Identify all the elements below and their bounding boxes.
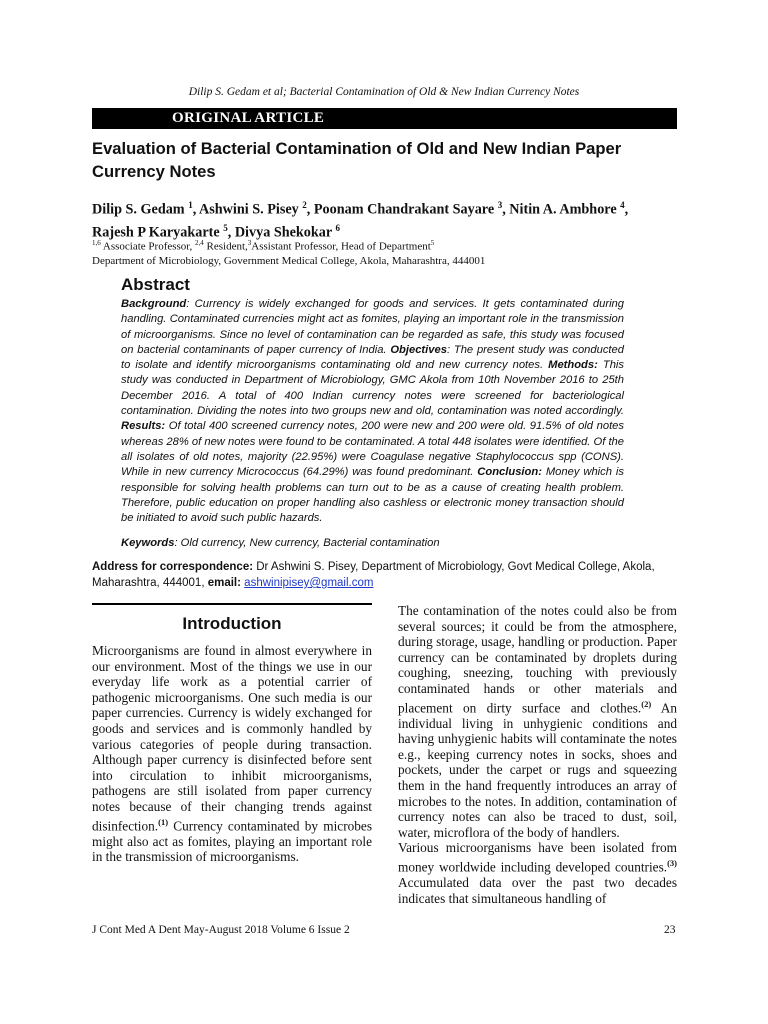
author-list: Dilip S. Gedam $^1$, Ashwini S. Pisey $^2$, Poonam Chandrakant Sayare $^3$, Nitin A. Ambhore $^4$, Rajesh P Karyakarte $^5$, Divya Shekokar $^6$ <box>92 200 629 241</box>
author-name: Rajesh P Karyakarte <box>92 224 220 241</box>
author-affiliation-mark: 6 <box>335 222 340 233</box>
author-affiliation-mark: 3 <box>497 200 503 210</box>
article-type-label: ORIGINAL ARTICLE <box>172 110 325 126</box>
author-affiliation-mark: 5 <box>223 222 228 233</box>
introduction-heading: Introduction <box>182 614 282 633</box>
abstract-heading: Abstract <box>121 275 190 294</box>
author-affiliation-mark: 2 <box>302 200 307 210</box>
author-name: Poonam Chandrakant Sayare <box>313 201 495 218</box>
abstract-body: Background: Currency is widely exchanged for goods and services. It gets contaminated during handling. Contaminated currencies might act as fomites, playing an important role in the transmission of microorganisms. Since no level of contamination can be regarded as safe, this study was focused on bacterial contaminants of paper currency of India. Objectives: The present study was conducted to isolate and identify microorganisms contaminating old and new currency notes. Methods: This study was conducted in Department of Microbiology, GMC Akola from 10th November 2016 to 25th December 2016. A total of 400 Indian currency notes were screened for bacteriological contamination. Dividing the notes into two groups new and old, contamination was noted accordingly. Results: Of total 400 screened currency notes, 200 were new and 200 were old. 91.5% of old notes whereas 28% of new notes were found to be contaminated. A total 448 isolates were identified. Of the all isolates of old notes, majority (22.95%) were Coagulase negative Staphylococcus spp (CONS). While in new currency Micrococcus (64.29%) was found predominant. Conclusion: Money which is responsible for solving health problems can turn out to be as a cause of creating health problem. Therefore, public education on proper handling also cashless or electronic money transaction should be initiated to avoid such public hazards. <box>121 298 624 525</box>
paragraph: Various microorganisms have been isolated from money worldwide including developed countries.$^{(3)}$ Accumulated data over the past two decades indicates that simultaneous handling of <box>398 840 677 906</box>
email-link[interactable]: ashwinipisey@gmail.com <box>244 577 374 589</box>
author-name: Divya Shekokar <box>234 224 332 241</box>
citation-ref: (1) <box>158 816 169 827</box>
introduction-right-column <box>398 603 677 906</box>
affiliation-department: Department of Microbiology, Government Medical College, Akola, Maharashtra, 444001 <box>92 254 486 267</box>
running-head: Dilip S. Gedam et al; Bacterial Contamination of Old & New Indian Currency Notes <box>188 86 580 98</box>
footer-journal: J Cont Med A Dent May-August 2018 Volume 6 Issue 2 <box>92 924 350 936</box>
correspondence-address: Address for correspondence: Dr Ashwini S. Pisey, Department of Microbiology, Govt Medical College, Akola, Maharashtra, 444001, email: ashwinipisey@gmail.com <box>92 561 655 589</box>
author-name: Ashwini S. Pisey <box>199 201 299 218</box>
citation-ref: (3) <box>667 857 677 868</box>
article-type-bar <box>92 108 677 129</box>
paragraph: The contamination of the notes could also be from several sources; it could be from the atmosphere, during storage, usage, handling or production. Paper currency can be contaminated by droplets during coughing, sneezing, touching with previously contaminated hands or other materials and placement on dirty surface and clothes.$^{(2)}$ An individual living in unhygienic conditions and having unhygienic habits will contaminate the notes e.g., keeping currency notes in socks, shoes and pockets, under the carpet or rugs and squeezing them in the hand frequently introduces an array of microbes to the notes. In addition, contamination of currency notes can also be traced to dust, soil, water, microflora of the body of handlers. <box>398 603 677 840</box>
introduction-left-column: Microorganisms are found in almost everywhere in our environment. Most of the things we use in our everyday life work as a potential carrier of pathogenic microorganisms. One such media is our paper currencies. Currency is widely exchanged for goods and services and is commonly handled by various categories of people during transaction. Although paper currency is disinfected before sent into circulation to inhibit microorganisms, pathogens are still isolated from paper currency notes because of their changing trends against disinfection.$^{(1)}$ Currency contaminated by microbes might also act as fomites, playing an important role in the transmission of microorganisms. <box>92 643 372 865</box>
affiliation-roles: $^{1,6}$ Associate Professor, $^{2,4}$ Resident,$^3$Assistant Professor, Head of Department$^5$ <box>92 239 435 253</box>
citation-ref: (2) <box>641 698 652 709</box>
page-number: 23 <box>664 924 676 936</box>
author-name: Nitin A. Ambhore <box>509 201 617 218</box>
keywords: Keywords: Old currency, New currency, Bacterial contamination <box>121 537 440 549</box>
author-affiliation-mark: 1 <box>188 200 193 210</box>
section-divider <box>92 603 372 605</box>
affiliation <box>92 236 692 268</box>
author-affiliation-mark: 4 <box>620 200 625 210</box>
article-title: Evaluation of Bacterial Contamination of Old and New Indian Paper Currency Notes <box>92 139 622 181</box>
author-name: Dilip S. Gedam <box>92 201 185 218</box>
